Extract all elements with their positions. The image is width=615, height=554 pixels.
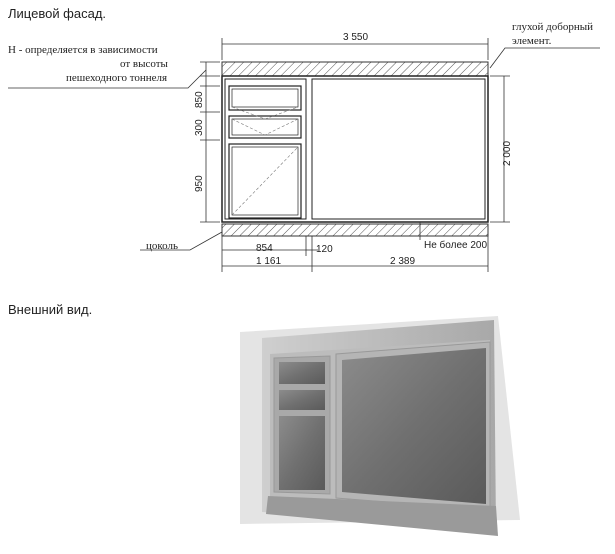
blind-leader xyxy=(490,48,600,68)
h-note-line1: Н - определяется в зависимости xyxy=(8,44,158,56)
plinth-label: цоколь xyxy=(146,240,179,252)
exterior-view xyxy=(240,316,520,536)
left-height-dimensions xyxy=(200,62,220,222)
dim-right-height: 2 000 xyxy=(502,140,513,166)
max-note: Не более 200 xyxy=(424,240,488,251)
dim-middle-pane: 300 xyxy=(194,119,205,136)
facade-heading: Лицевой фасад. xyxy=(8,6,107,21)
top-pane xyxy=(229,86,301,110)
dim-mullion: 120 xyxy=(316,244,333,255)
dim-right-width: 2 389 xyxy=(390,256,416,267)
dim-total-width: 3 550 xyxy=(343,32,369,43)
blind-element-hatch xyxy=(222,62,488,76)
dim-bottom-pane: 950 xyxy=(194,175,205,192)
window-frame xyxy=(222,76,488,222)
dim-top-pane: 850 xyxy=(194,91,205,108)
h-note-line2: от высоты xyxy=(120,58,168,70)
exterior-heading: Внешний вид. xyxy=(8,302,93,317)
dim-left-width: 1 161 xyxy=(256,256,282,267)
blind-element-line2: элемент. xyxy=(512,35,552,47)
plinth-hatch xyxy=(222,224,488,236)
dim-sash-width: 854 xyxy=(256,243,273,254)
h-note-line3: пешеходного тоннеля xyxy=(66,72,168,84)
blind-element-line1: глухой доборный xyxy=(512,21,594,33)
